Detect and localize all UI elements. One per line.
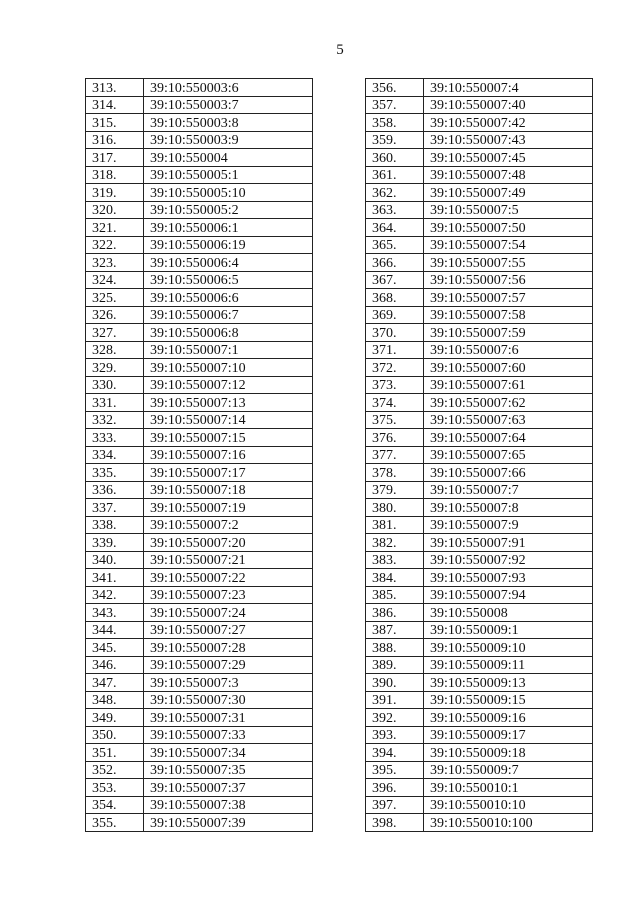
row-number: 318. [86,166,144,184]
cadastral-number: 39:10:550007:42 [424,114,593,132]
table-row [366,621,593,639]
row-number: 389. [366,656,424,674]
row-number: 319. [86,184,144,202]
table-row [86,411,313,429]
table-row [366,796,593,814]
table-row [86,184,313,202]
table-row [86,219,313,237]
row-number: 326. [86,306,144,324]
table-row [86,236,313,254]
table-row [86,744,313,762]
table-row [86,516,313,534]
table-row [86,114,313,132]
row-number: 321. [86,219,144,237]
cadastral-number: 39:10:550009:1 [424,621,593,639]
cadastral-number: 39:10:550006:19 [144,236,313,254]
table-row [366,114,593,132]
row-number: 368. [366,289,424,307]
row-number: 348. [86,691,144,709]
row-number: 329. [86,359,144,377]
row-number: 314. [86,96,144,114]
row-number: 383. [366,551,424,569]
table-row [366,166,593,184]
cadastral-number: 39:10:550003:6 [144,79,313,97]
row-number: 359. [366,131,424,149]
table-row [366,534,593,552]
cadastral-number: 39:10:550007:24 [144,604,313,622]
table-row [366,219,593,237]
row-number: 355. [86,814,144,832]
cadastral-table-left [85,78,313,832]
table-row [366,726,593,744]
cadastral-number: 39:10:550007:37 [144,779,313,797]
cadastral-number: 39:10:550007:15 [144,429,313,447]
row-number: 360. [366,149,424,167]
table-row [366,131,593,149]
row-number: 341. [86,569,144,587]
cadastral-number: 39:10:550008 [424,604,593,622]
table-row [86,691,313,709]
row-number: 357. [366,96,424,114]
cadastral-number: 39:10:550007:9 [424,516,593,534]
row-number: 335. [86,464,144,482]
table-row [366,604,593,622]
table-row [86,289,313,307]
cadastral-number: 39:10:550007:1 [144,341,313,359]
table-row [86,796,313,814]
row-number: 344. [86,621,144,639]
table-row [86,271,313,289]
row-number: 381. [366,516,424,534]
table-row [366,744,593,762]
table-row [366,779,593,797]
table-row [86,709,313,727]
table-row [86,481,313,499]
row-number: 315. [86,114,144,132]
table-row [366,464,593,482]
table-row [366,674,593,692]
cadastral-number: 39:10:550007:14 [144,411,313,429]
cadastral-number: 39:10:550007:23 [144,586,313,604]
table-row [86,569,313,587]
table-row [366,446,593,464]
row-number: 377. [366,446,424,464]
table-row [86,779,313,797]
table-row [366,376,593,394]
table-row [86,359,313,377]
table-row [366,586,593,604]
row-number: 336. [86,481,144,499]
table-row [366,201,593,219]
row-number: 365. [366,236,424,254]
cadastral-number: 39:10:550007:5 [424,201,593,219]
row-number: 349. [86,709,144,727]
table-row [366,96,593,114]
row-number: 394. [366,744,424,762]
row-number: 392. [366,709,424,727]
cadastral-number: 39:10:550007:65 [424,446,593,464]
cadastral-number: 39:10:550007:60 [424,359,593,377]
cadastral-number: 39:10:550007:64 [424,429,593,447]
row-number: 346. [86,656,144,674]
cadastral-number: 39:10:550007:45 [424,149,593,167]
cadastral-number: 39:10:550007:55 [424,254,593,272]
table-row [366,149,593,167]
cadastral-number: 39:10:550006:7 [144,306,313,324]
cadastral-number: 39:10:550007:93 [424,569,593,587]
cadastral-number: 39:10:550007:57 [424,289,593,307]
cadastral-number: 39:10:550006:6 [144,289,313,307]
table-row [366,289,593,307]
cadastral-number: 39:10:550007:50 [424,219,593,237]
row-number: 382. [366,534,424,552]
table-row [366,236,593,254]
row-number: 375. [366,411,424,429]
row-number: 331. [86,394,144,412]
cadastral-number: 39:10:550007:28 [144,639,313,657]
table-row [86,376,313,394]
row-number: 371. [366,341,424,359]
cadastral-number: 39:10:550007:12 [144,376,313,394]
cadastral-number: 39:10:550007:33 [144,726,313,744]
row-number: 340. [86,551,144,569]
cadastral-number: 39:10:550009:13 [424,674,593,692]
cadastral-number: 39:10:550007:66 [424,464,593,482]
row-number: 393. [366,726,424,744]
table-row [366,359,593,377]
page-number: 5 [336,42,344,58]
table-row [86,306,313,324]
table-row [86,79,313,97]
table-row [86,131,313,149]
table-row [86,166,313,184]
cadastral-number: 39:10:550007:48 [424,166,593,184]
table-row [86,341,313,359]
table-row [366,656,593,674]
row-number: 325. [86,289,144,307]
row-number: 386. [366,604,424,622]
row-number: 361. [366,166,424,184]
row-number: 366. [366,254,424,272]
table-row [86,761,313,779]
table-row [86,551,313,569]
row-number: 334. [86,446,144,464]
table-row [366,411,593,429]
table-row [86,394,313,412]
table-row [366,79,593,97]
cadastral-number: 39:10:550007:7 [424,481,593,499]
row-number: 316. [86,131,144,149]
row-number: 352. [86,761,144,779]
cadastral-number: 39:10:550007:91 [424,534,593,552]
table-row [86,499,313,517]
table-row [86,201,313,219]
table-row [86,674,313,692]
cadastral-number: 39:10:550007:58 [424,306,593,324]
row-number: 345. [86,639,144,657]
cadastral-number: 39:10:550007:54 [424,236,593,254]
cadastral-number: 39:10:550007:31 [144,709,313,727]
row-number: 323. [86,254,144,272]
row-number: 353. [86,779,144,797]
cadastral-number: 39:10:550007:62 [424,394,593,412]
row-number: 363. [366,201,424,219]
table-row [366,324,593,342]
cadastral-number: 39:10:550007:29 [144,656,313,674]
row-number: 390. [366,674,424,692]
row-number: 378. [366,464,424,482]
cadastral-number: 39:10:550007:21 [144,551,313,569]
table-row [366,429,593,447]
row-number: 373. [366,376,424,394]
row-number: 367. [366,271,424,289]
cadastral-number: 39:10:550007:6 [424,341,593,359]
row-number: 351. [86,744,144,762]
cadastral-number: 39:10:550007:13 [144,394,313,412]
row-number: 391. [366,691,424,709]
cadastral-number: 39:10:550006:1 [144,219,313,237]
row-number: 350. [86,726,144,744]
cadastral-number: 39:10:550004 [144,149,313,167]
row-number: 362. [366,184,424,202]
table-row [366,394,593,412]
cadastral-number: 39:10:550009:18 [424,744,593,762]
table-row [366,341,593,359]
table-row [366,551,593,569]
cadastral-number: 39:10:550003:8 [144,114,313,132]
cadastral-number: 39:10:550006:5 [144,271,313,289]
row-number: 379. [366,481,424,499]
cadastral-number: 39:10:550009:11 [424,656,593,674]
table-row [86,149,313,167]
row-number: 380. [366,499,424,517]
table-row [86,726,313,744]
row-number: 376. [366,429,424,447]
row-number: 338. [86,516,144,534]
table-row [86,656,313,674]
row-number: 313. [86,79,144,97]
cadastral-number: 39:10:550007:18 [144,481,313,499]
cadastral-number: 39:10:550007:10 [144,359,313,377]
cadastral-number: 39:10:550007:35 [144,761,313,779]
row-number: 397. [366,796,424,814]
cadastral-number: 39:10:550007:38 [144,796,313,814]
table-row [86,324,313,342]
cadastral-number: 39:10:550007:56 [424,271,593,289]
table-row [366,271,593,289]
cadastral-number: 39:10:550007:8 [424,499,593,517]
table-row [366,481,593,499]
cadastral-number: 39:10:550007:94 [424,586,593,604]
row-number: 333. [86,429,144,447]
cadastral-number: 39:10:550005:1 [144,166,313,184]
row-number: 396. [366,779,424,797]
row-number: 322. [86,236,144,254]
row-number: 388. [366,639,424,657]
row-number: 374. [366,394,424,412]
table-row [366,254,593,272]
cadastral-table-right [365,78,593,832]
row-number: 398. [366,814,424,832]
cadastral-number: 39:10:550006:8 [144,324,313,342]
table-row [366,814,593,832]
table-row [366,184,593,202]
cadastral-number: 39:10:550007:34 [144,744,313,762]
row-number: 343. [86,604,144,622]
row-number: 387. [366,621,424,639]
cadastral-number: 39:10:550007:61 [424,376,593,394]
cadastral-number: 39:10:550007:4 [424,79,593,97]
cadastral-number: 39:10:550007:39 [144,814,313,832]
cadastral-number: 39:10:550007:22 [144,569,313,587]
table-row [366,761,593,779]
row-number: 364. [366,219,424,237]
table-row [366,709,593,727]
row-number: 337. [86,499,144,517]
row-number: 372. [366,359,424,377]
cadastral-number: 39:10:550007:49 [424,184,593,202]
cadastral-number: 39:10:550007:59 [424,324,593,342]
row-number: 356. [366,79,424,97]
table-row [86,621,313,639]
cadastral-number: 39:10:550003:7 [144,96,313,114]
table-row [366,639,593,657]
row-number: 332. [86,411,144,429]
row-number: 354. [86,796,144,814]
cadastral-number: 39:10:550009:17 [424,726,593,744]
cadastral-number: 39:10:550007:30 [144,691,313,709]
table-row [86,464,313,482]
row-number: 330. [86,376,144,394]
cadastral-number: 39:10:550007:92 [424,551,593,569]
table-row [86,534,313,552]
table-row [86,446,313,464]
table-row [366,306,593,324]
row-number: 358. [366,114,424,132]
cadastral-number: 39:10:550007:19 [144,499,313,517]
cadastral-number: 39:10:550006:4 [144,254,313,272]
cadastral-number: 39:10:550009:16 [424,709,593,727]
table-row [86,604,313,622]
row-number: 328. [86,341,144,359]
cadastral-number: 39:10:550007:17 [144,464,313,482]
row-number: 395. [366,761,424,779]
cadastral-number: 39:10:550007:27 [144,621,313,639]
cadastral-number: 39:10:550009:10 [424,639,593,657]
table-row [366,691,593,709]
cadastral-number: 39:10:550005:10 [144,184,313,202]
table-row [86,429,313,447]
row-number: 342. [86,586,144,604]
row-number: 369. [366,306,424,324]
row-number: 320. [86,201,144,219]
table-row [366,516,593,534]
cadastral-number: 39:10:550010:100 [424,814,593,832]
cadastral-number: 39:10:550007:3 [144,674,313,692]
cadastral-number: 39:10:550003:9 [144,131,313,149]
cadastral-number: 39:10:550005:2 [144,201,313,219]
cadastral-number: 39:10:550007:63 [424,411,593,429]
row-number: 370. [366,324,424,342]
table-row [86,639,313,657]
table-row [86,814,313,832]
table-row [86,254,313,272]
row-number: 385. [366,586,424,604]
table-row [366,569,593,587]
table-row [86,96,313,114]
table-row [86,586,313,604]
cadastral-number: 39:10:550007:20 [144,534,313,552]
table-row [366,499,593,517]
cadastral-number: 39:10:550010:1 [424,779,593,797]
cadastral-number: 39:10:550007:40 [424,96,593,114]
cadastral-number: 39:10:550007:16 [144,446,313,464]
cadastral-number: 39:10:550007:2 [144,516,313,534]
row-number: 384. [366,569,424,587]
row-number: 317. [86,149,144,167]
cadastral-number: 39:10:550007:43 [424,131,593,149]
row-number: 327. [86,324,144,342]
row-number: 339. [86,534,144,552]
row-number: 347. [86,674,144,692]
cadastral-number: 39:10:550009:15 [424,691,593,709]
row-number: 324. [86,271,144,289]
cadastral-number: 39:10:550009:7 [424,761,593,779]
cadastral-number: 39:10:550010:10 [424,796,593,814]
